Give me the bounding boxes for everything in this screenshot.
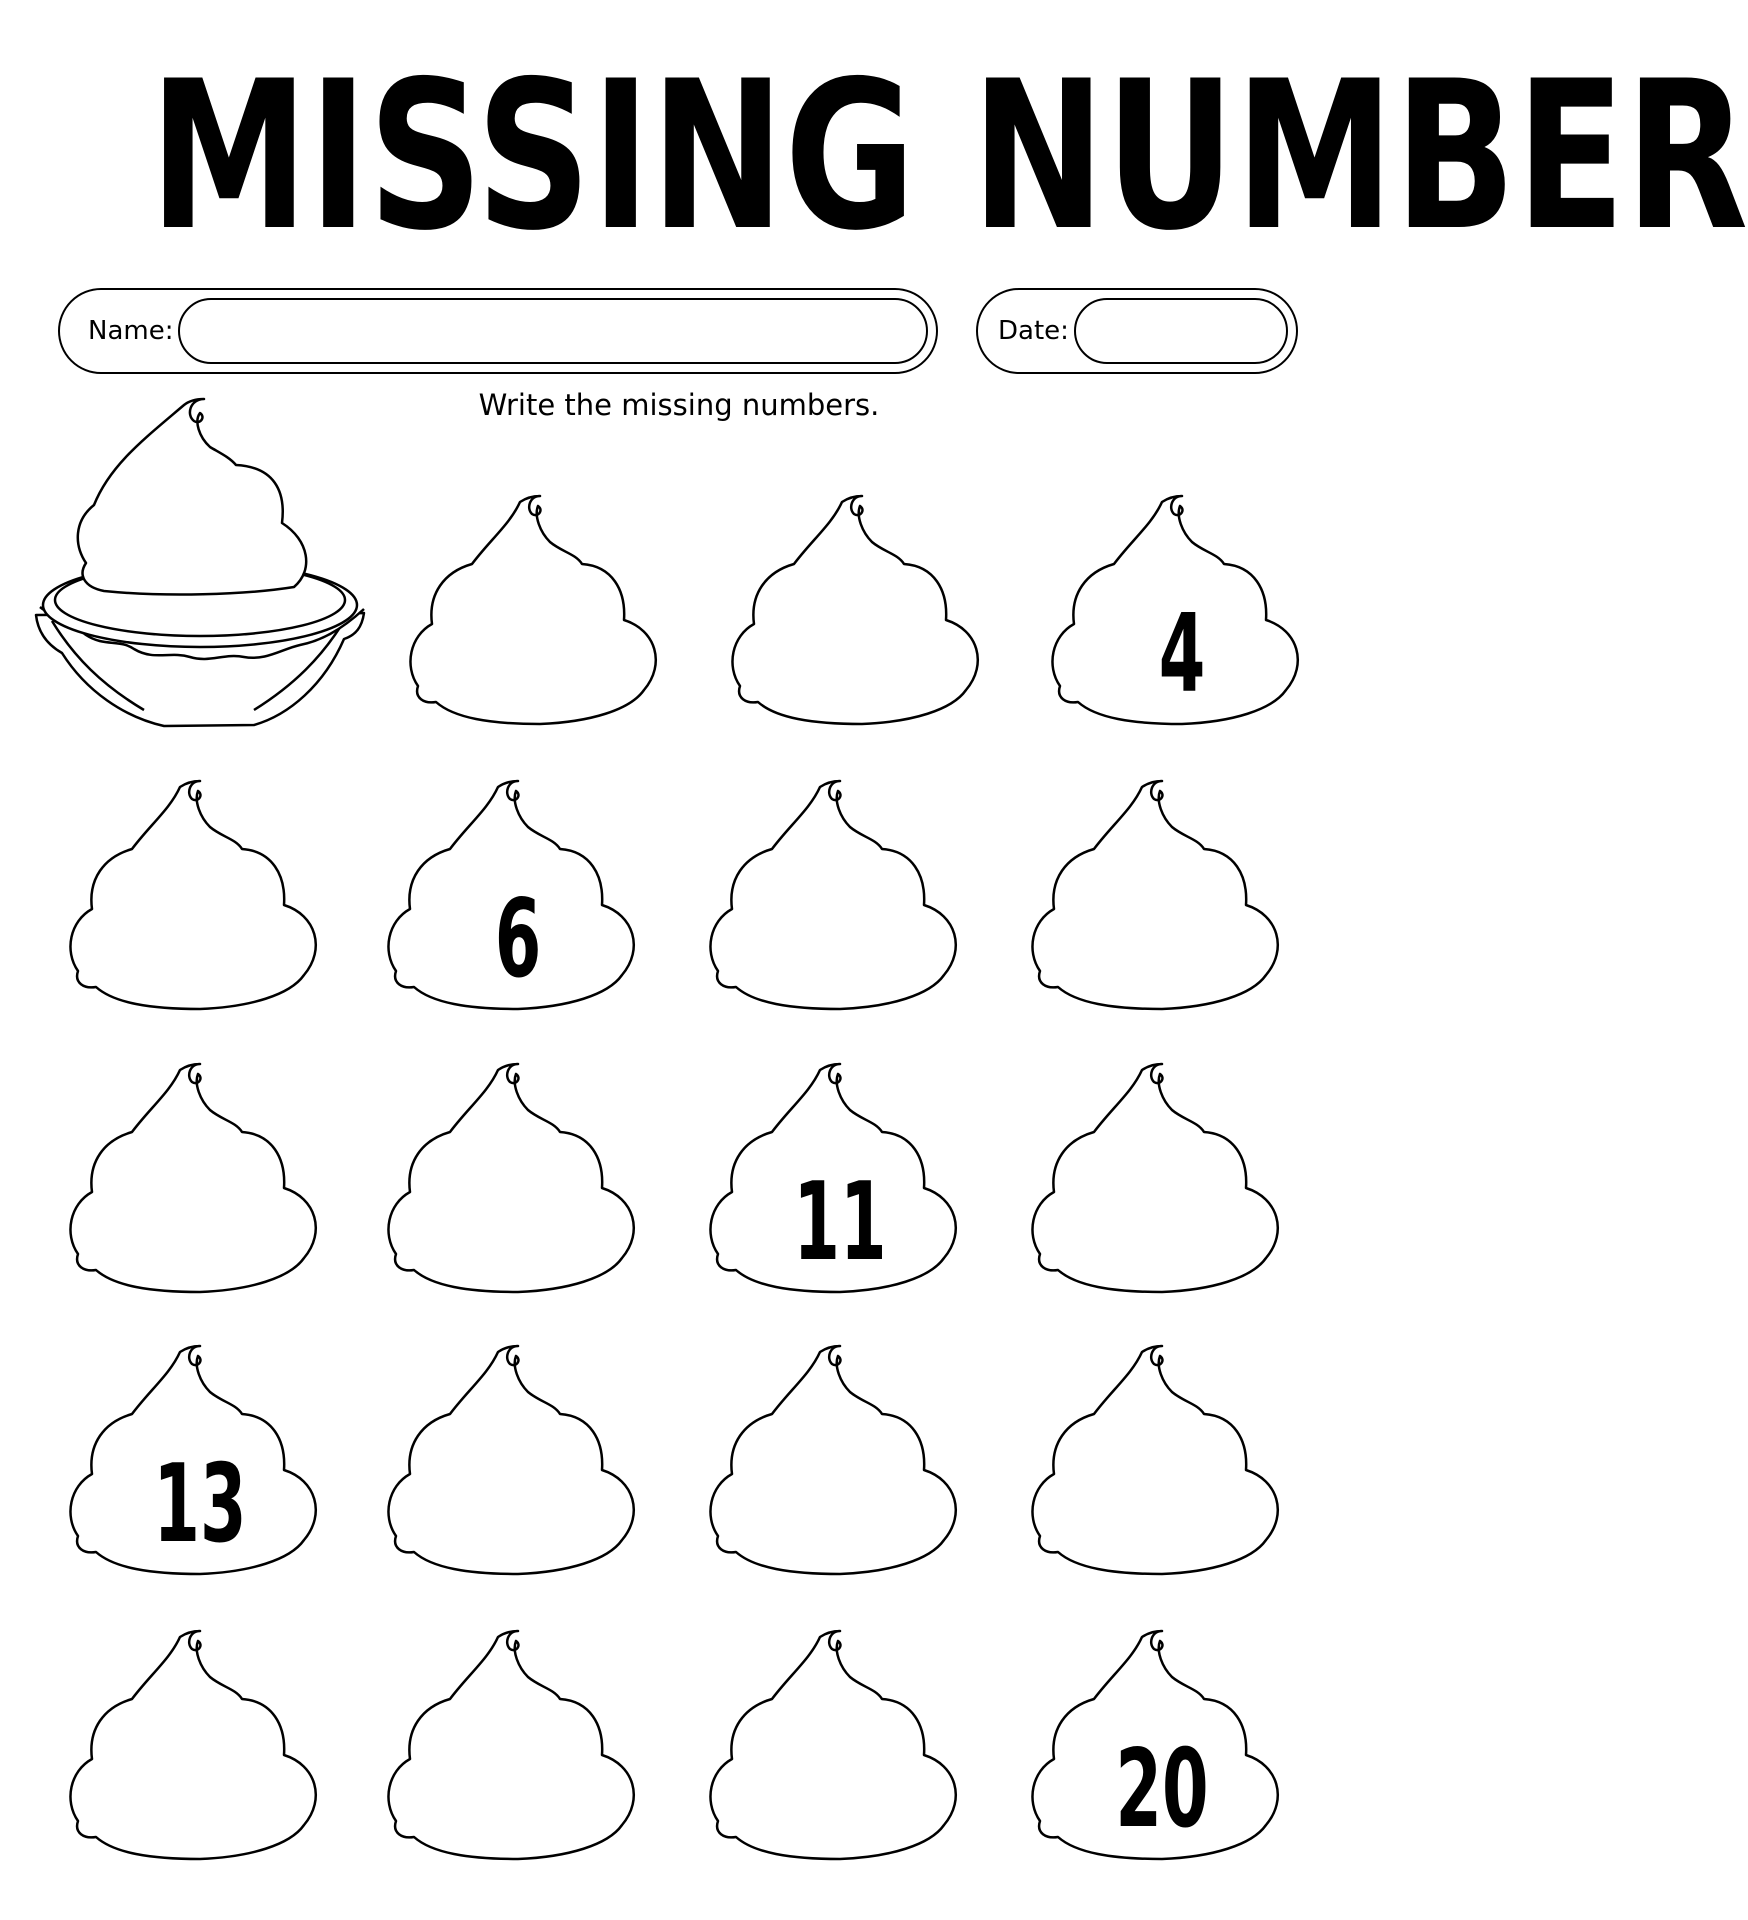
cell-number xyxy=(1069,1158,1255,1288)
frosting-cell[interactable] xyxy=(690,775,990,1045)
cupcake-illustration xyxy=(24,395,369,745)
frosting-cell[interactable] xyxy=(712,490,1012,760)
cell-number: 13 xyxy=(153,1442,247,1567)
frosting-cell[interactable] xyxy=(1012,775,1312,1045)
cell-number xyxy=(747,1440,933,1570)
frosting-cell[interactable] xyxy=(368,775,668,1045)
frosting-cell[interactable] xyxy=(50,775,350,1045)
frosting-cell[interactable] xyxy=(368,1340,668,1610)
cell-number xyxy=(425,1725,611,1855)
date-label: Date: xyxy=(998,316,1069,346)
cell-number: 20 xyxy=(1115,1727,1209,1852)
cell-number xyxy=(107,1158,293,1288)
cell-number: 4 xyxy=(1158,592,1206,717)
frosting-cell[interactable] xyxy=(368,1625,668,1895)
frosting-cell[interactable] xyxy=(690,1340,990,1610)
cell-number xyxy=(447,590,633,720)
cell-number xyxy=(1069,875,1255,1005)
frosting-cell[interactable] xyxy=(1012,1340,1312,1610)
frosting-cell[interactable] xyxy=(368,1058,668,1328)
cell-number xyxy=(747,1725,933,1855)
cell-number xyxy=(747,875,933,1005)
frosting-cell[interactable] xyxy=(690,1625,990,1895)
frosting-cell[interactable] xyxy=(390,490,690,760)
cell-number xyxy=(425,1158,611,1288)
cell-number xyxy=(769,590,955,720)
instruction-text: Write the missing numbers. xyxy=(478,388,880,422)
name-field[interactable] xyxy=(178,298,928,364)
frosting-cell[interactable] xyxy=(1012,1625,1312,1895)
date-field[interactable] xyxy=(1074,298,1288,364)
page-title: MISSING NUMBER xyxy=(149,38,1748,276)
frosting-cell[interactable] xyxy=(50,1058,350,1328)
cell-number xyxy=(1069,1440,1255,1570)
frosting-cell[interactable] xyxy=(690,1058,990,1328)
cell-number: 6 xyxy=(494,877,542,1002)
cell-number xyxy=(107,1725,293,1855)
frosting-cell[interactable] xyxy=(50,1340,350,1610)
cell-number xyxy=(425,1440,611,1570)
frosting-cell[interactable] xyxy=(1032,490,1332,760)
name-label: Name: xyxy=(88,316,174,346)
cell-number: 11 xyxy=(793,1160,887,1285)
cell-number xyxy=(107,875,293,1005)
frosting-cell[interactable] xyxy=(50,1625,350,1895)
frosting-cell[interactable] xyxy=(1012,1058,1312,1328)
